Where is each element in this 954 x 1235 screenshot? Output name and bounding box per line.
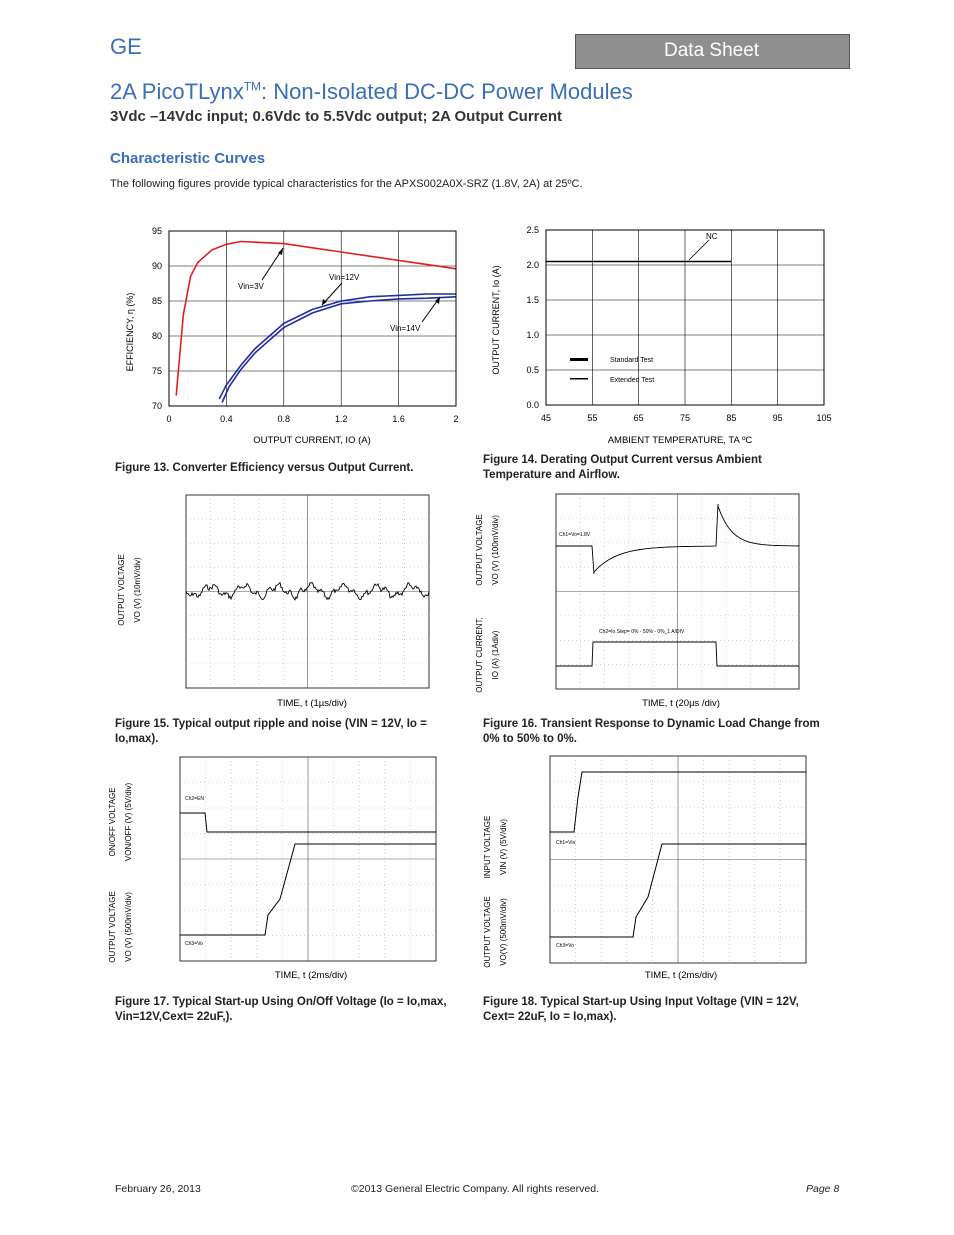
footer-date: February 26, 2013	[115, 1183, 201, 1195]
svg-text:VO (V) (500mV/div): VO (V) (500mV/div)	[124, 892, 133, 962]
svg-text:Ch2=EN: Ch2=EN	[185, 796, 205, 802]
svg-text:OUTPUT VOLTAGE: OUTPUT VOLTAGE	[117, 554, 126, 626]
svg-text:TIME, t (2ms/div): TIME, t (2ms/div)	[644, 970, 718, 981]
annot-vin12: Vin=12V	[329, 273, 360, 282]
x-tick-label: 85	[726, 413, 737, 423]
figure-18-caption: Figure 18. Typical Start-up Using Input Voltage (VIN = 12V, Cext= 22uF, Io = Io,max).	[483, 996, 799, 1023]
svg-text:Ch1=Vo=1.8V: Ch1=Vo=1.8V	[559, 532, 591, 538]
svg-text:TIME, t (2ms/div): TIME, t (2ms/div)	[274, 970, 348, 981]
svg-text:IO (A) (1Adiv): IO (A) (1Adiv)	[491, 630, 500, 680]
figure-16-caption: Figure 16. Transient Response to Dynamic Load Change from 0% to 50% to 0%.	[483, 718, 820, 745]
y-tick-label: 85	[151, 296, 162, 306]
x-tick-label: 75	[679, 413, 691, 423]
figure-14-caption: Figure 14. Derating Output Current versus Ambient Temperature and Airflow.	[483, 454, 762, 481]
x-tick-label: 45	[540, 413, 552, 423]
footer-page: Page 8	[806, 1183, 840, 1195]
annot-nc: NC	[706, 232, 718, 241]
x-tick-label: 105	[816, 413, 832, 423]
series-line-0	[176, 242, 456, 396]
x-tick-label: 95	[772, 413, 783, 423]
svg-text:OUTPUT VOLTAGE: OUTPUT VOLTAGE	[483, 896, 492, 968]
y-tick-label: 1.0	[526, 330, 539, 340]
svg-text:OUTPUT VOLTAGE: OUTPUT VOLTAGE	[108, 891, 117, 963]
legend-extended: Extended Test	[610, 377, 655, 384]
series-line-2	[222, 297, 456, 403]
y-tick-label: 95	[151, 226, 162, 236]
banner-label: Data Sheet	[664, 40, 760, 61]
x-tick-label: 65	[633, 413, 644, 423]
figure-17-caption: Figure 17. Typical Start-up Using On/Off Voltage (Io = Io,max, Vin=12V,Cext= 22uF,).	[115, 996, 447, 1023]
figure-17-startup-onoff-scope	[105, 752, 470, 987]
figure-13-efficiency-chart	[110, 220, 470, 455]
y-tick-label: 75	[151, 366, 162, 376]
data-sheet-banner	[575, 34, 850, 69]
x-tick-label: 0	[166, 414, 172, 424]
figure-18-startup-vin-scope	[470, 752, 850, 987]
x-tick-label: 0.4	[220, 414, 233, 424]
svg-text:VO (V) (10mV/div): VO (V) (10mV/div)	[133, 557, 142, 623]
svg-text:OUTPUT CURRENT,: OUTPUT CURRENT,	[475, 617, 484, 693]
svg-text:INPUT VOLTAGE: INPUT VOLTAGE	[483, 815, 492, 879]
svg-text:VO (V) (100mV/div): VO (V) (100mV/div)	[491, 515, 500, 585]
y-tick-label: 2.5	[526, 225, 539, 235]
annot-vin3: Vin=3V	[238, 282, 264, 291]
svg-text:VIN (V) (5V/div): VIN (V) (5V/div)	[499, 818, 508, 876]
figure-15-caption: Figure 15. Typical output ripple and noise (VIN = 12V, Io = Io,max).	[115, 718, 427, 745]
f13-xlabel: OUTPUT CURRENT, IO (A)	[253, 435, 371, 446]
svg-text:TIME, t (1µs/div): TIME, t (1µs/div)	[277, 698, 347, 709]
ge-logo: GE	[110, 34, 142, 59]
figure-16-transient-scope	[470, 490, 850, 715]
intro-text: The following figures provide typical characteristics for the APXS002A0X-SRZ (1.8V, 2A) at 25ºC.	[110, 178, 583, 190]
annot-vin14: Vin=14V	[390, 324, 421, 333]
svg-text:Ch3=Vo: Ch3=Vo	[556, 943, 574, 949]
svg-text:Ch2=Io Step= 0% - 50% - 0%_1 A: Ch2=Io Step= 0% - 50% - 0%_1 A/DIV	[599, 629, 685, 635]
y-tick-label: 2.0	[526, 260, 539, 270]
legend-standard: Standard Test	[610, 357, 654, 364]
svg-text:TIME, t (20µs /div): TIME, t (20µs /div)	[642, 698, 720, 709]
svg-text:VON/OFF (V) (5V/div): VON/OFF (V) (5V/div)	[124, 782, 133, 862]
y-tick-label: 1.5	[526, 295, 539, 305]
x-tick-label: 2	[453, 414, 459, 424]
f13-ylabel: EFFICIENCY, η (%)	[125, 292, 135, 372]
y-tick-label: 80	[151, 331, 162, 341]
f14-ylabel: OUTPUT CURRENT, Io (A)	[491, 265, 501, 375]
figure-13-caption: Figure 13. Converter Efficiency versus Output Current.	[115, 462, 414, 474]
svg-text:VO(V) (500mV/div): VO(V) (500mV/div)	[499, 898, 508, 966]
svg-text:Ch1=Vin: Ch1=Vin	[556, 840, 576, 846]
svg-text:OUTPUT VOLTAGE: OUTPUT VOLTAGE	[475, 514, 484, 586]
x-tick-label: 1.6	[392, 414, 405, 424]
x-tick-label: 0.8	[277, 414, 291, 424]
x-tick-label: 55	[587, 413, 598, 423]
svg-text:Ch3=Vo: Ch3=Vo	[185, 941, 203, 947]
footer-copyright: ©2013 General Electric Company. All rights reserved.	[351, 1183, 599, 1195]
figure-14-derating-chart	[485, 220, 845, 455]
section-title: Characteristic Curves	[110, 150, 266, 167]
f14-xlabel: AMBIENT TEMPERATURE, TA ºC	[607, 435, 753, 446]
series-line-1	[219, 294, 456, 399]
page-subtitle: 3Vdc –14Vdc input; 0.6Vdc to 5.5Vdc output; 2A Output Current	[110, 108, 562, 125]
figure-15-ripple-scope	[110, 490, 470, 715]
y-tick-label: 0.0	[526, 400, 539, 410]
x-tick-label: 1.2	[334, 414, 348, 424]
y-tick-label: 90	[151, 261, 162, 271]
svg-text:ON/OFF VOLTAGE: ON/OFF VOLTAGE	[108, 787, 117, 857]
y-tick-label: 70	[151, 401, 162, 411]
y-tick-label: 0.5	[526, 365, 539, 375]
page-title: 2A PicoTLynx™: Non-Isolated DC-DC Power Modules	[110, 79, 633, 104]
